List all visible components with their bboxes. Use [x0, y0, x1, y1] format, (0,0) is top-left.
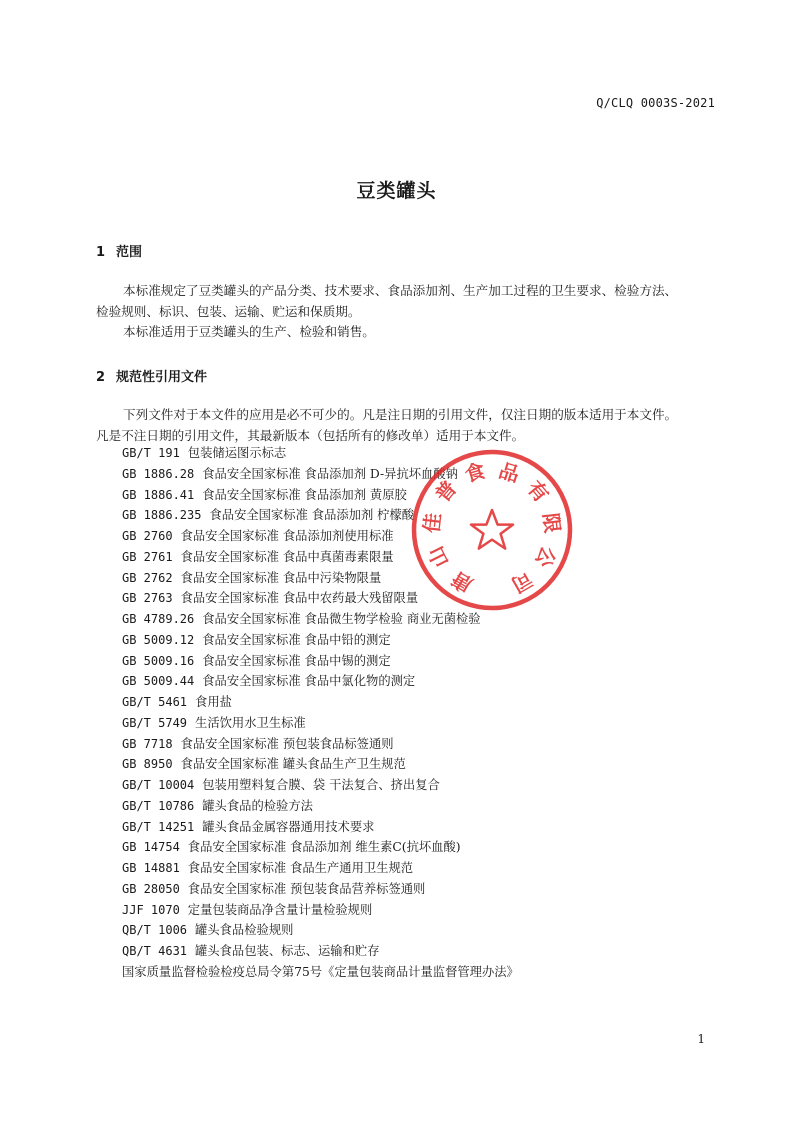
reference-title: 食品安全国家标准 食品中锡的测定	[202, 653, 391, 668]
reference-item	[122, 796, 519, 817]
reference-item	[122, 485, 519, 506]
reference-code: GB/T 10786	[122, 798, 195, 813]
reference-item	[122, 651, 519, 672]
reference-code: GB 5009.12	[122, 632, 195, 647]
reference-title: 食品安全国家标准 食品中污染物限量	[180, 570, 382, 585]
reference-title: 食用盐	[195, 695, 232, 709]
references-intro: 下列文件对于本文件的应用是必不可少的。凡是注日期的引用文件，仅注日期的版本适用于本文件。	[123, 407, 678, 422]
reference-item	[122, 837, 519, 858]
seal-glyph: 食	[461, 458, 488, 487]
reference-code: GB 14881	[122, 861, 180, 875]
reference-title: 罐头食品检验规则	[195, 923, 294, 938]
reference-code: GB/T 5461	[122, 695, 188, 709]
reference-item	[122, 630, 519, 651]
reference-title: 食品安全国家标准 罐头食品生产卫生规范	[180, 757, 406, 772]
seal-glyph: 司	[507, 566, 537, 598]
reference-code: GB 5009.16	[122, 653, 195, 668]
reference-code: GB 7718	[122, 736, 173, 751]
reference-item	[122, 464, 519, 485]
reference-title: 定量包装商品净含量计量检验规则	[187, 902, 373, 917]
reference-title: 食品安全国家标准 预包装食品标签通则	[180, 736, 394, 751]
reference-code: GB/T 14251	[122, 819, 195, 834]
reference-item	[122, 692, 519, 713]
scope-paragraph-1-cont: 检验规则、标识、包装、运输、贮运和保质期。	[96, 304, 361, 319]
reference-title: 食品安全国家标准 食品中氯化物的测定	[202, 674, 416, 689]
section-1-number: 1	[96, 245, 106, 260]
reference-item	[122, 671, 519, 692]
reference-item	[122, 505, 519, 526]
reference-title: 食品安全国家标准 食品添加剂 黄原胶	[202, 487, 407, 502]
reference-code: GB 2763	[122, 591, 173, 606]
reference-code: GB/T 10004	[122, 778, 195, 792]
seal-glyph: 品	[496, 458, 523, 487]
reference-title: 罐头食品金属容器通用技术要求	[202, 819, 375, 834]
reference-title: 食品安全国家标准 食品添加剂使用标准	[180, 529, 394, 543]
seal-glyph: 公	[530, 542, 561, 572]
document-code: Q/CLQ 0003S-2021	[596, 96, 715, 110]
reference-title: 食品安全国家标准 食品中铅的测定	[202, 632, 391, 647]
reference-title: 食品安全国家标准 食品添加剂 柠檬酸	[209, 508, 415, 523]
reference-item	[122, 775, 519, 796]
reference-title: 包装用塑料复合膜、袋 干法复合、挤出复合	[202, 778, 440, 792]
reference-code: QB/T 4631	[122, 944, 188, 958]
reference-code: GB 1886.28	[122, 466, 195, 481]
reference-title: 生活饮用水卫生标准	[195, 715, 306, 730]
section-1-title: 范围	[116, 245, 143, 260]
reference-code: GB 28050	[122, 881, 180, 896]
reference-title: 罐头食品的检验方法	[202, 798, 313, 813]
reference-item	[122, 858, 519, 879]
reference-item	[122, 609, 519, 630]
reference-code: JJF 1070	[122, 902, 180, 917]
section-2-title: 规范性引用文件	[116, 370, 208, 385]
reference-title: 食品安全国家标准 食品微生物学检验 商业无菌检验	[202, 612, 481, 626]
reference-title: 食品安全国家标准 食品中农药最大残留限量	[180, 591, 419, 606]
seal-glyph: 有	[522, 476, 554, 507]
reference-code: GB/T 5749	[122, 715, 188, 730]
reference-title: 食品安全国家标准 食品生产通用卫生规范	[187, 861, 414, 875]
reference-code: GB 8950	[122, 757, 173, 772]
reference-item	[122, 817, 519, 838]
reference-item	[122, 962, 519, 983]
seal-glyph: 普	[430, 476, 462, 507]
reference-item	[122, 941, 519, 962]
reference-code: GB 14754	[122, 840, 180, 855]
section-2-number: 2	[96, 370, 106, 385]
reference-item	[122, 713, 519, 734]
seal-glyph: 山	[423, 542, 454, 572]
reference-item	[122, 920, 519, 941]
reference-code: QB/T 1006	[122, 923, 188, 938]
reference-title: 罐头食品包装、标志、运输和贮存	[195, 944, 380, 958]
reference-title: 食品安全国家标准 食品中真菌毒素限量	[180, 549, 394, 564]
reference-item	[122, 547, 519, 568]
reference-item	[122, 588, 519, 609]
reference-title: 食品安全国家标准 预包装食品营养标签通则	[187, 881, 426, 896]
reference-title: 食品安全国家标准 食品添加剂 D-异抗坏血酸钠	[202, 466, 458, 481]
seal-glyph: 限	[538, 511, 565, 535]
reference-title: 包装储运图示标志	[187, 446, 287, 460]
reference-code: GB 5009.44	[122, 674, 195, 689]
reference-item	[122, 443, 519, 464]
reference-item	[122, 900, 519, 921]
page-title: 豆类罐头	[356, 180, 437, 202]
reference-title: 食品安全国家标准 食品添加剂 维生素C(抗坏血酸)	[187, 840, 461, 855]
reference-item	[122, 568, 519, 589]
reference-item	[122, 526, 519, 547]
seal-glyph: 唐	[447, 566, 477, 598]
reference-code: GB 1886.41	[122, 487, 195, 502]
reference-list	[122, 443, 519, 983]
reference-item	[122, 754, 519, 775]
reference-code: GB 2762	[122, 570, 173, 585]
seal-glyph: 佳	[419, 511, 446, 535]
reference-code: GB 4789.26	[122, 612, 195, 626]
reference-item	[122, 879, 519, 900]
reference-code: GB 1886.235	[122, 508, 202, 523]
section-1-heading	[96, 241, 142, 260]
reference-item	[122, 734, 519, 755]
scope-paragraph-1: 本标准规定了豆类罐头的产品分类、技术要求、食品添加剂、生产加工过程的卫生要求、检验方法、	[123, 283, 678, 298]
section-2-heading	[96, 366, 207, 385]
reference-code: GB 2761	[122, 549, 173, 564]
references-intro-cont: 凡是不注日期的引用文件，其最新版本（包括所有的修改单）适用于本文件。	[96, 428, 525, 443]
scope-paragraph-2: 本标准适用于豆类罐头的生产、检验和销售。	[123, 324, 375, 339]
reference-code: GB 2760	[122, 529, 173, 543]
reference-code: GB/T 191	[122, 446, 180, 460]
page-number: 1	[697, 1032, 705, 1046]
reference-title: 国家质量监督检验检疫总局令第75号《定量包装商品计量监督管理办法》	[122, 964, 519, 979]
